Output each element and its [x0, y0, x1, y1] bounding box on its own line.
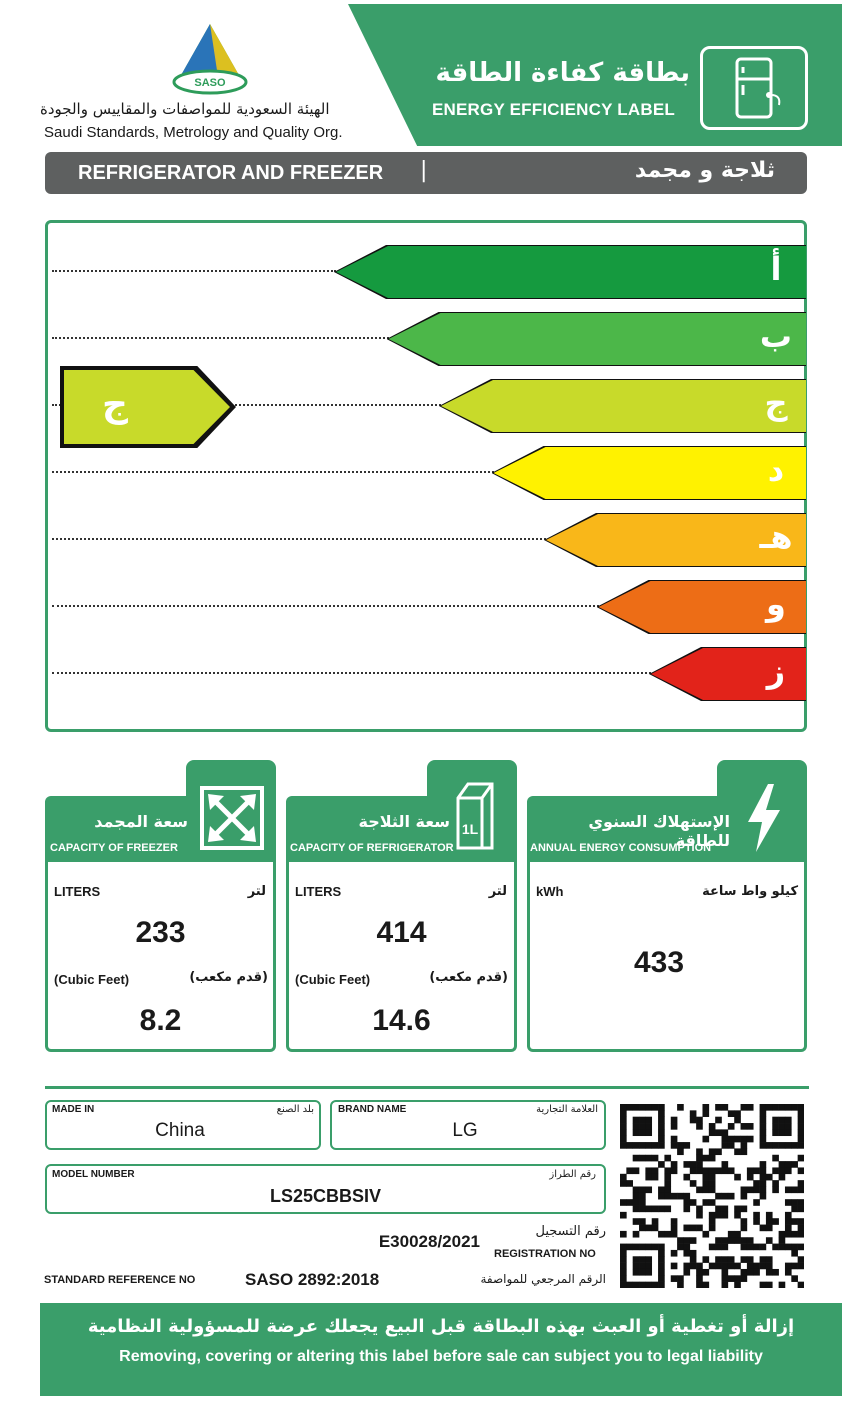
model-value: LS25CBBSIV [269, 1186, 382, 1206]
made-in-label-arabic: بلد الصنع [276, 1104, 314, 1115]
label-title-english: ENERGY EFFICIENCY LABEL [432, 100, 675, 119]
scale-dotted-line [52, 270, 336, 272]
scale-dotted-line [52, 471, 494, 473]
freezer-liters-value: 233 [135, 916, 186, 949]
model-label: MODEL NUMBER [52, 1169, 135, 1180]
scale-arrow [336, 246, 806, 298]
freezer-title-english: CAPACITY OF FREEZER [50, 842, 178, 854]
brand-label-arabic: العلامة التجارية [536, 1104, 598, 1115]
scale-dotted-line [52, 337, 389, 339]
freezer-liters-label-arabic: لتر [247, 884, 266, 899]
freezer-cubic-label-arabic: (قدم مكعب) [189, 970, 268, 985]
scale-dotted-line [52, 672, 651, 674]
refrigerator-title-english: CAPACITY OF REFRIGERATOR [290, 842, 454, 854]
standard-label: STANDARD REFERENCE NO [44, 1274, 196, 1286]
label-title-arabic: بطاقة كفاءة الطاقة [435, 58, 690, 88]
freezer-title-arabic: سعة المجمد [94, 812, 188, 831]
logo-text: SASO [194, 77, 226, 89]
energy-unit-label-arabic: كيلو واط ساعة [702, 884, 798, 899]
saso-logo [170, 22, 250, 97]
brand-label: BRAND NAME [338, 1104, 407, 1115]
footer-warning-english: Removing, covering or altering this label before sale can subject you to legal liability [119, 1348, 763, 1365]
category-english: REFRIGERATOR AND FREEZER [78, 162, 384, 184]
freezer-liters-label: LITERS [54, 884, 101, 899]
made-in-value: China [155, 1120, 205, 1141]
footer-warning-arabic: إزالة أو تغطية أو العبث بهذه البطاقة قبل البيع يجعلك عرضة للمسؤولية النظامية [87, 1316, 795, 1337]
freezer-cubic-value: 8.2 [139, 1004, 182, 1037]
energy-unit-label: kWh [536, 884, 564, 899]
scale-arrow-label: أ [770, 250, 782, 288]
registration-value: E30028/2021 [378, 1232, 480, 1251]
made-in-label: MADE IN [52, 1104, 95, 1115]
expand-arrows-icon [200, 786, 264, 850]
scale-arrow-label: د [767, 451, 785, 489]
milk-carton-icon [452, 778, 498, 854]
refrigerator-cubic-value: 14.6 [372, 1004, 431, 1037]
scale-arrow [389, 313, 807, 365]
category-arabic: ثلاجة و مجمد [634, 158, 775, 183]
milk-carton-text: 1L [461, 821, 479, 837]
refrigerator-liters-label-arabic: لتر [488, 884, 507, 899]
refrigerator-cubic-label-arabic: (قدم مكعب) [429, 970, 508, 985]
refrigerator-liters-label: LITERS [295, 884, 342, 899]
org-name-arabic: الهيئة السعودية للمواصفات والمقاييس والجودة [40, 100, 330, 118]
refrigerator-title-arabic: سعة الثلاجة [358, 812, 450, 831]
category-separator: | [420, 158, 428, 183]
scale-arrow-label: ب [759, 317, 793, 355]
standard-label-arabic: الرقم المرجعي للمواصفة [480, 1272, 606, 1286]
scale-arrow-label: ج [764, 384, 788, 422]
scale-dotted-line [52, 605, 599, 607]
scale-dotted-line [52, 538, 546, 540]
brand-value: LG [452, 1120, 478, 1141]
lightning-icon [744, 782, 784, 854]
fridge-icon [700, 46, 808, 130]
registration-label: REGISTRATION NO [494, 1248, 596, 1260]
freezer-cubic-label: (Cubic Feet) [54, 972, 130, 987]
refrigerator-cubic-label: (Cubic Feet) [295, 972, 371, 987]
qr-code[interactable] [620, 1104, 804, 1288]
energy-title-arabic: الإستهلاك السنوي للطاقة [588, 812, 730, 850]
model-label-arabic: رقم الطراز [549, 1169, 596, 1180]
energy-value: 433 [633, 946, 685, 979]
org-name-english: Saudi Standards, Metrology and Quality Org. [44, 124, 343, 141]
standard-value: SASO 2892:2018 [245, 1270, 380, 1289]
scale-arrow-label: ز [766, 652, 786, 690]
rating-pointer-label: ج [102, 384, 128, 425]
divider-line [45, 1086, 809, 1089]
scale-arrow [441, 380, 806, 432]
scale-arrow-label: هـ [759, 518, 793, 556]
scale-arrow-label: و [766, 585, 786, 623]
energy-title-english: ANNUAL ENERGY CONSUMPTION [530, 842, 712, 854]
refrigerator-liters-value: 414 [376, 916, 427, 949]
registration-label-arabic: رقم التسجيل [535, 1224, 606, 1239]
